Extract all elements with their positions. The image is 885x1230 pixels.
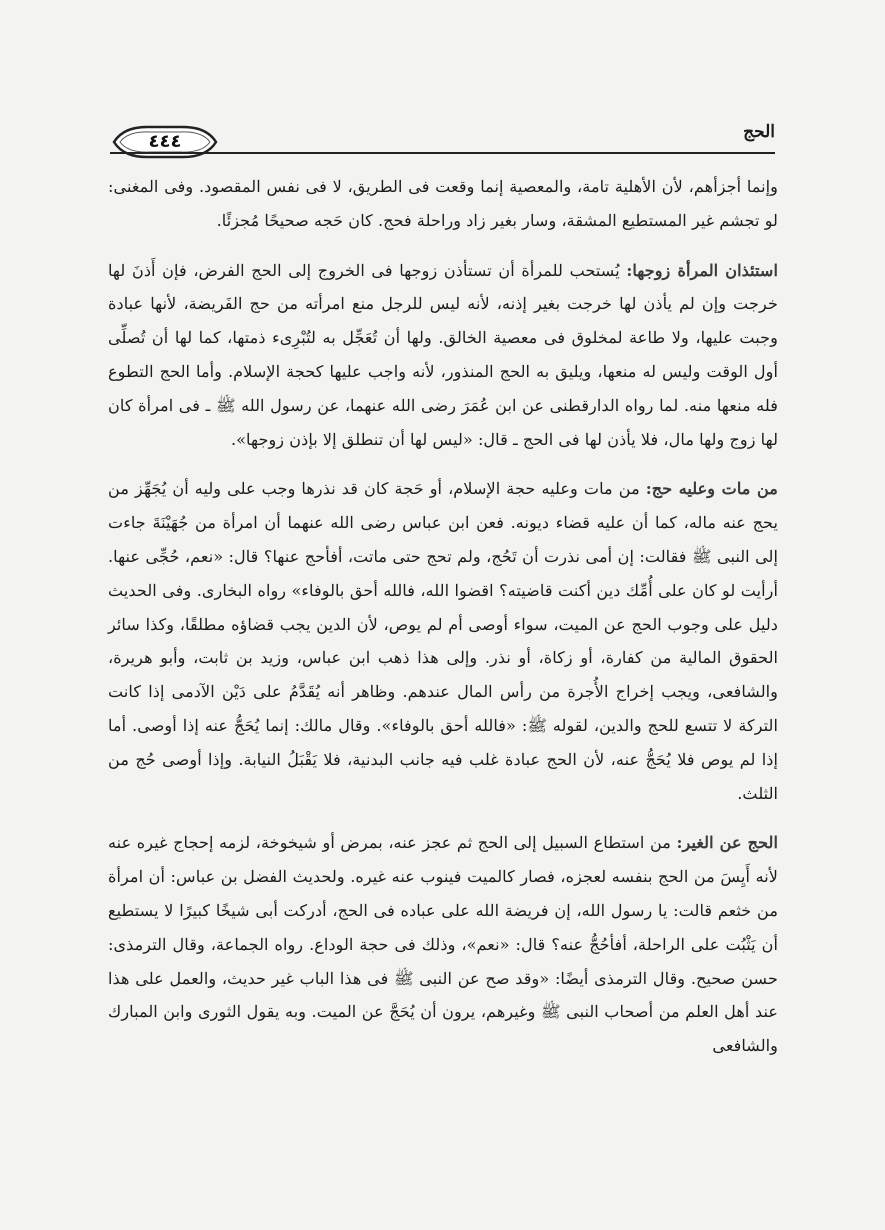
paragraph-wife-permission	[108, 254, 778, 457]
paragraph-proxy-hajj	[108, 826, 778, 1063]
running-title: الحج	[743, 122, 775, 142]
header-divider	[110, 152, 775, 154]
page-number-badge	[110, 124, 220, 164]
paragraph-text: يُستحب للمرأة أن تستأذن زوجها فى الخروج إلى الحج الفرض، فإن أَذنَ لها خرجت وإن لم يأذن لها خرجت بغير إذنه، لأنه ليس للرجل منع امرأته من حج الفَريضة، لأنها عبادة وجبت عليها، ولا طاعة لمخلوق فى معصية الخالق. ولها أن تُعَجِّل به لتُبْرِىء ذمتها، كما لها أن تُصلِّى أول الوقت وليس له منعها، ويليق به الحج المنذور، لأنه واجب عليها كحجة الإسلام. وأما الحج التطوع فله منعها منه. لما رواه الدارقطنى عن ابن عُمَرَ رضى الله عنهما، عن رسول الله ﷺ ـ فى امرأة كان لها زوج ولها مال، فلا يأذن لها فى الحج ـ قال: «ليس لها أن تنطلق إلا بإذن زوجها».	[108, 260, 778, 449]
paragraph-text: من مات وعليه حجة الإسلام، أو حَجة كان قد نذرها وجب على وليه أن يُجَهِّز من يحج عنه ماله، كما أن عليه قضاء ديونه. فعن ابن عباس رضى الله عنهما أن امرأة من جُهَيْنَةَ جاءت إلى النبى ﷺ فقالت: إن أمى نذرت أن تَحُج، ولم تحج حتى ماتت، أفأحج عنها؟ قال: «نعم، حُجِّى عنها. أرأيت لو كان على أُمِّك دين أكنت قاضيته؟ اقضوا الله، فالله أحق بالوفاء» رواه البخارى. وفى الحديث دليل على وجوب الحج عن الميت، سواء أوصى أم لم يوص، لأن الدين يجب قضاؤه مطلقًا، وكذا سائر الحقوق المالية من كفارة، أو زكاة، أو نذر. وإلى هذا ذهب ابن عباس، وزيد بن ثابت، وأبو هريرة، والشافعى، ويجب إخراج الأُجرة من رأس المال عندهم. وظاهر أنه يُقَدَّمُ على دَيْن الآدمى إذا كانت التركة لا تتسع للحج والدين، لقوله ﷺ: «فالله أحق بالوفاء». وقال مالك: إنما يُحَجُّ عنه إذا أوصى. أما إذا لم يوص فلا يُحَجُّ عنه، لأن الحج عبادة غلب فيه جانب البدنية، فلا يَقْبَلُ النيابة. وإذا أوصى حُج من الثلث.	[108, 479, 779, 803]
paragraph-text: وإنما أجزأهم، لأن الأهلية تامة، والمعصية إنما وقعت فى الطريق، لا فى نفس المقصود. وفى المغنى: لو تجشم غير المستطيع المشقة، وسار بغير زاد وراحلة فحج. كان حَجه صحيحًا مُجزئًا.	[108, 177, 778, 230]
page-number: ٤٤٤	[148, 131, 182, 152]
paragraph-text: من استطاع السبيل إلى الحج ثم عجز عنه، بمرض أو شيخوخة، لزمه إحجاج غيره عنه لأنه أَيِسَ من الحج بنفسه لعجزه، فصار كالميت فينوب عنه غيره. ولحديث الفضل بن عباس: أن امرأة من خثعم قالت: يا رسول الله، إن فريضة الله على عباده فى الحج، أدركت أبى شيخًا كبيرًا لا يستطيع أن يَثْبُت على الراحلة، أفأحُجُّ عنه؟ قال: «نعم»، وذلك فى حجة الوداع. رواه الجماعة، وقال الترمذى: حسن صحيح. وقال الترمذى أيضًا: «وقد صح عن النبى ﷺ فى هذا الباب غير حديث، والعمل على هذا عند أهل العلم من أصحاب النبى ﷺ وغيرهم، يرون أن يُحَجَّ عن الميت. وبه يقول الثورى وابن المبارك والشافعى	[108, 833, 778, 1056]
page-header	[110, 118, 775, 158]
section-heading: استئذان المرأة زوجها:	[626, 260, 778, 280]
section-heading: الحج عن الغير:	[676, 833, 778, 853]
paragraph-continuation	[108, 170, 778, 238]
section-heading: من مات وعليه حج:	[645, 479, 778, 499]
main-text	[108, 170, 778, 1079]
paragraph-deceased-hajj	[108, 472, 778, 810]
